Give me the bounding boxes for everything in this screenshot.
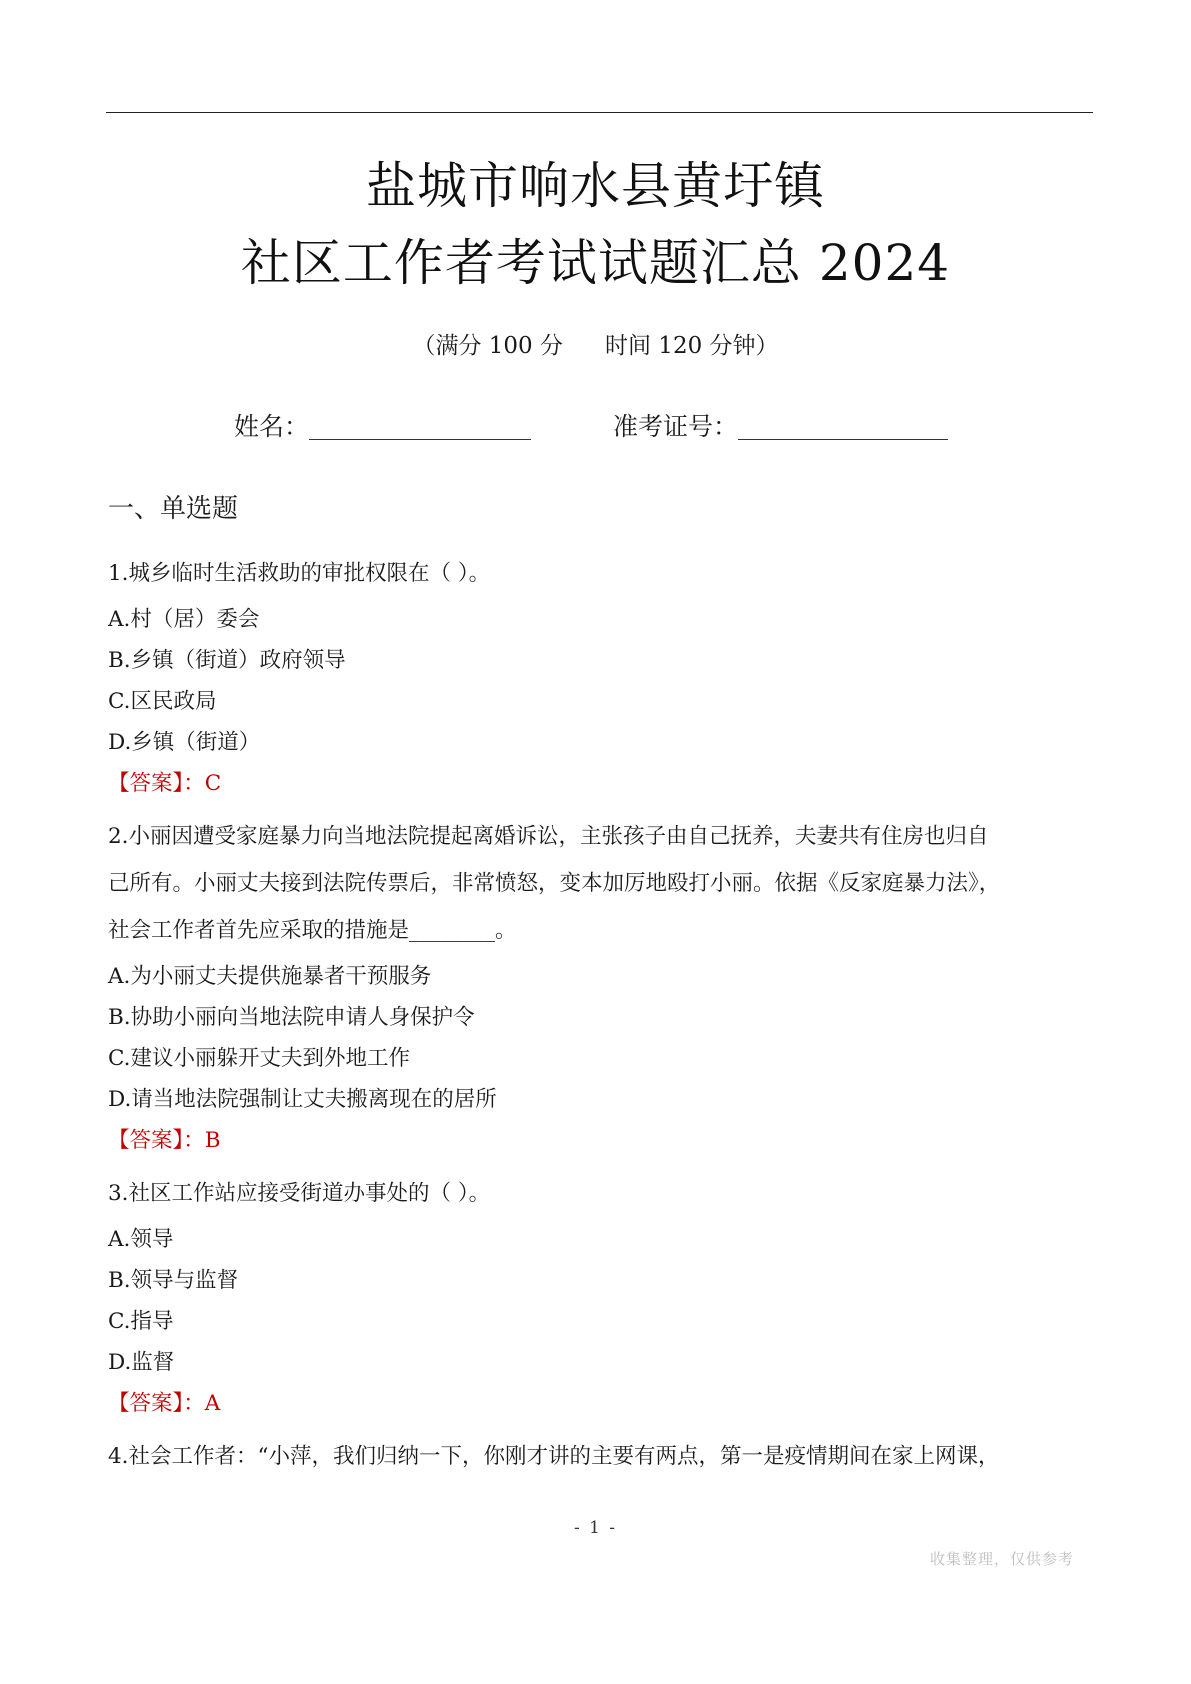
question-1-option-b: B.乡镇（街道）政府领导 xyxy=(108,648,346,673)
question-2-stem-line-1: 2.小丽因遭受家庭暴力向当地法院提起离婚诉讼，主张孩子由自己抚养，夫妻共有住房也归自 xyxy=(108,824,989,849)
question-3-option-a: A.领导 xyxy=(108,1227,174,1252)
question-1-answer: 【答案】：C xyxy=(108,771,222,796)
question-3-option-c: C.指导 xyxy=(108,1309,174,1334)
question-1-option-d: D.乡镇（街道） xyxy=(108,730,261,755)
question-2-option-a: A.为小丽丈夫提供施暴者干预服务 xyxy=(108,964,432,989)
time-info: 时间 120 分钟） xyxy=(605,333,779,359)
question-2-answer: 【答案】：B xyxy=(108,1128,221,1153)
question-2-stem-line-2: 己所有。小丽丈夫接到法院传票后，非常愤怒，变本加厉地殴打小丽。依据《反家庭暴力法》， xyxy=(108,871,1001,896)
name-blank[interactable] xyxy=(309,413,531,440)
question-3-stem: 3.社区工作站应接受街道办事处的（ ）。 xyxy=(108,1181,491,1206)
question-1-option-a: A.村（居）委会 xyxy=(108,607,260,632)
question-1-option-c: C.区民政局 xyxy=(108,689,217,714)
exam-info xyxy=(0,330,1191,362)
question-2-option-c: C.建议小丽躲开丈夫到外地工作 xyxy=(108,1046,411,1071)
question-1-stem: 1.城乡临时生活救助的审批权限在（ ）。 xyxy=(108,561,491,586)
question-4-stem: 4.社会工作者：“小萍，我们归纳一下，你刚才讲的主要有两点，第一是疫情期间在家上网课， xyxy=(108,1444,1000,1469)
footer-note: 收集整理，仅供参考 xyxy=(930,1550,1075,1568)
name-field xyxy=(234,410,531,444)
question-3-answer: 【答案】：A xyxy=(108,1391,221,1416)
score-info: （满分 100 分 xyxy=(412,333,563,359)
page-number: - 1 - xyxy=(573,1518,618,1538)
name-label: 姓名： xyxy=(234,412,310,441)
exam-number-label: 准考证号： xyxy=(613,412,739,441)
question-2-option-b: B.协助小丽向当地法院申请人身保护令 xyxy=(108,1005,475,1030)
section-title: 一、单选题 xyxy=(108,494,239,524)
header-rule xyxy=(106,112,1093,113)
question-3-option-d: D.监督 xyxy=(108,1350,175,1375)
title-line-2: 社区工作者考试试题汇总 2024 xyxy=(240,234,951,292)
question-2-stem-line-3: 社会工作者首先应采取的措施是________。 xyxy=(108,918,517,943)
question-3-option-b: B.领导与监督 xyxy=(108,1268,239,1293)
title-line-1: 盐城市响水县黄圩镇 xyxy=(366,157,825,215)
question-2-option-d: D.请当地法院强制让丈夫搬离现在的居所 xyxy=(108,1087,497,1112)
exam-number-field xyxy=(613,410,948,444)
exam-number-blank[interactable] xyxy=(738,413,948,440)
